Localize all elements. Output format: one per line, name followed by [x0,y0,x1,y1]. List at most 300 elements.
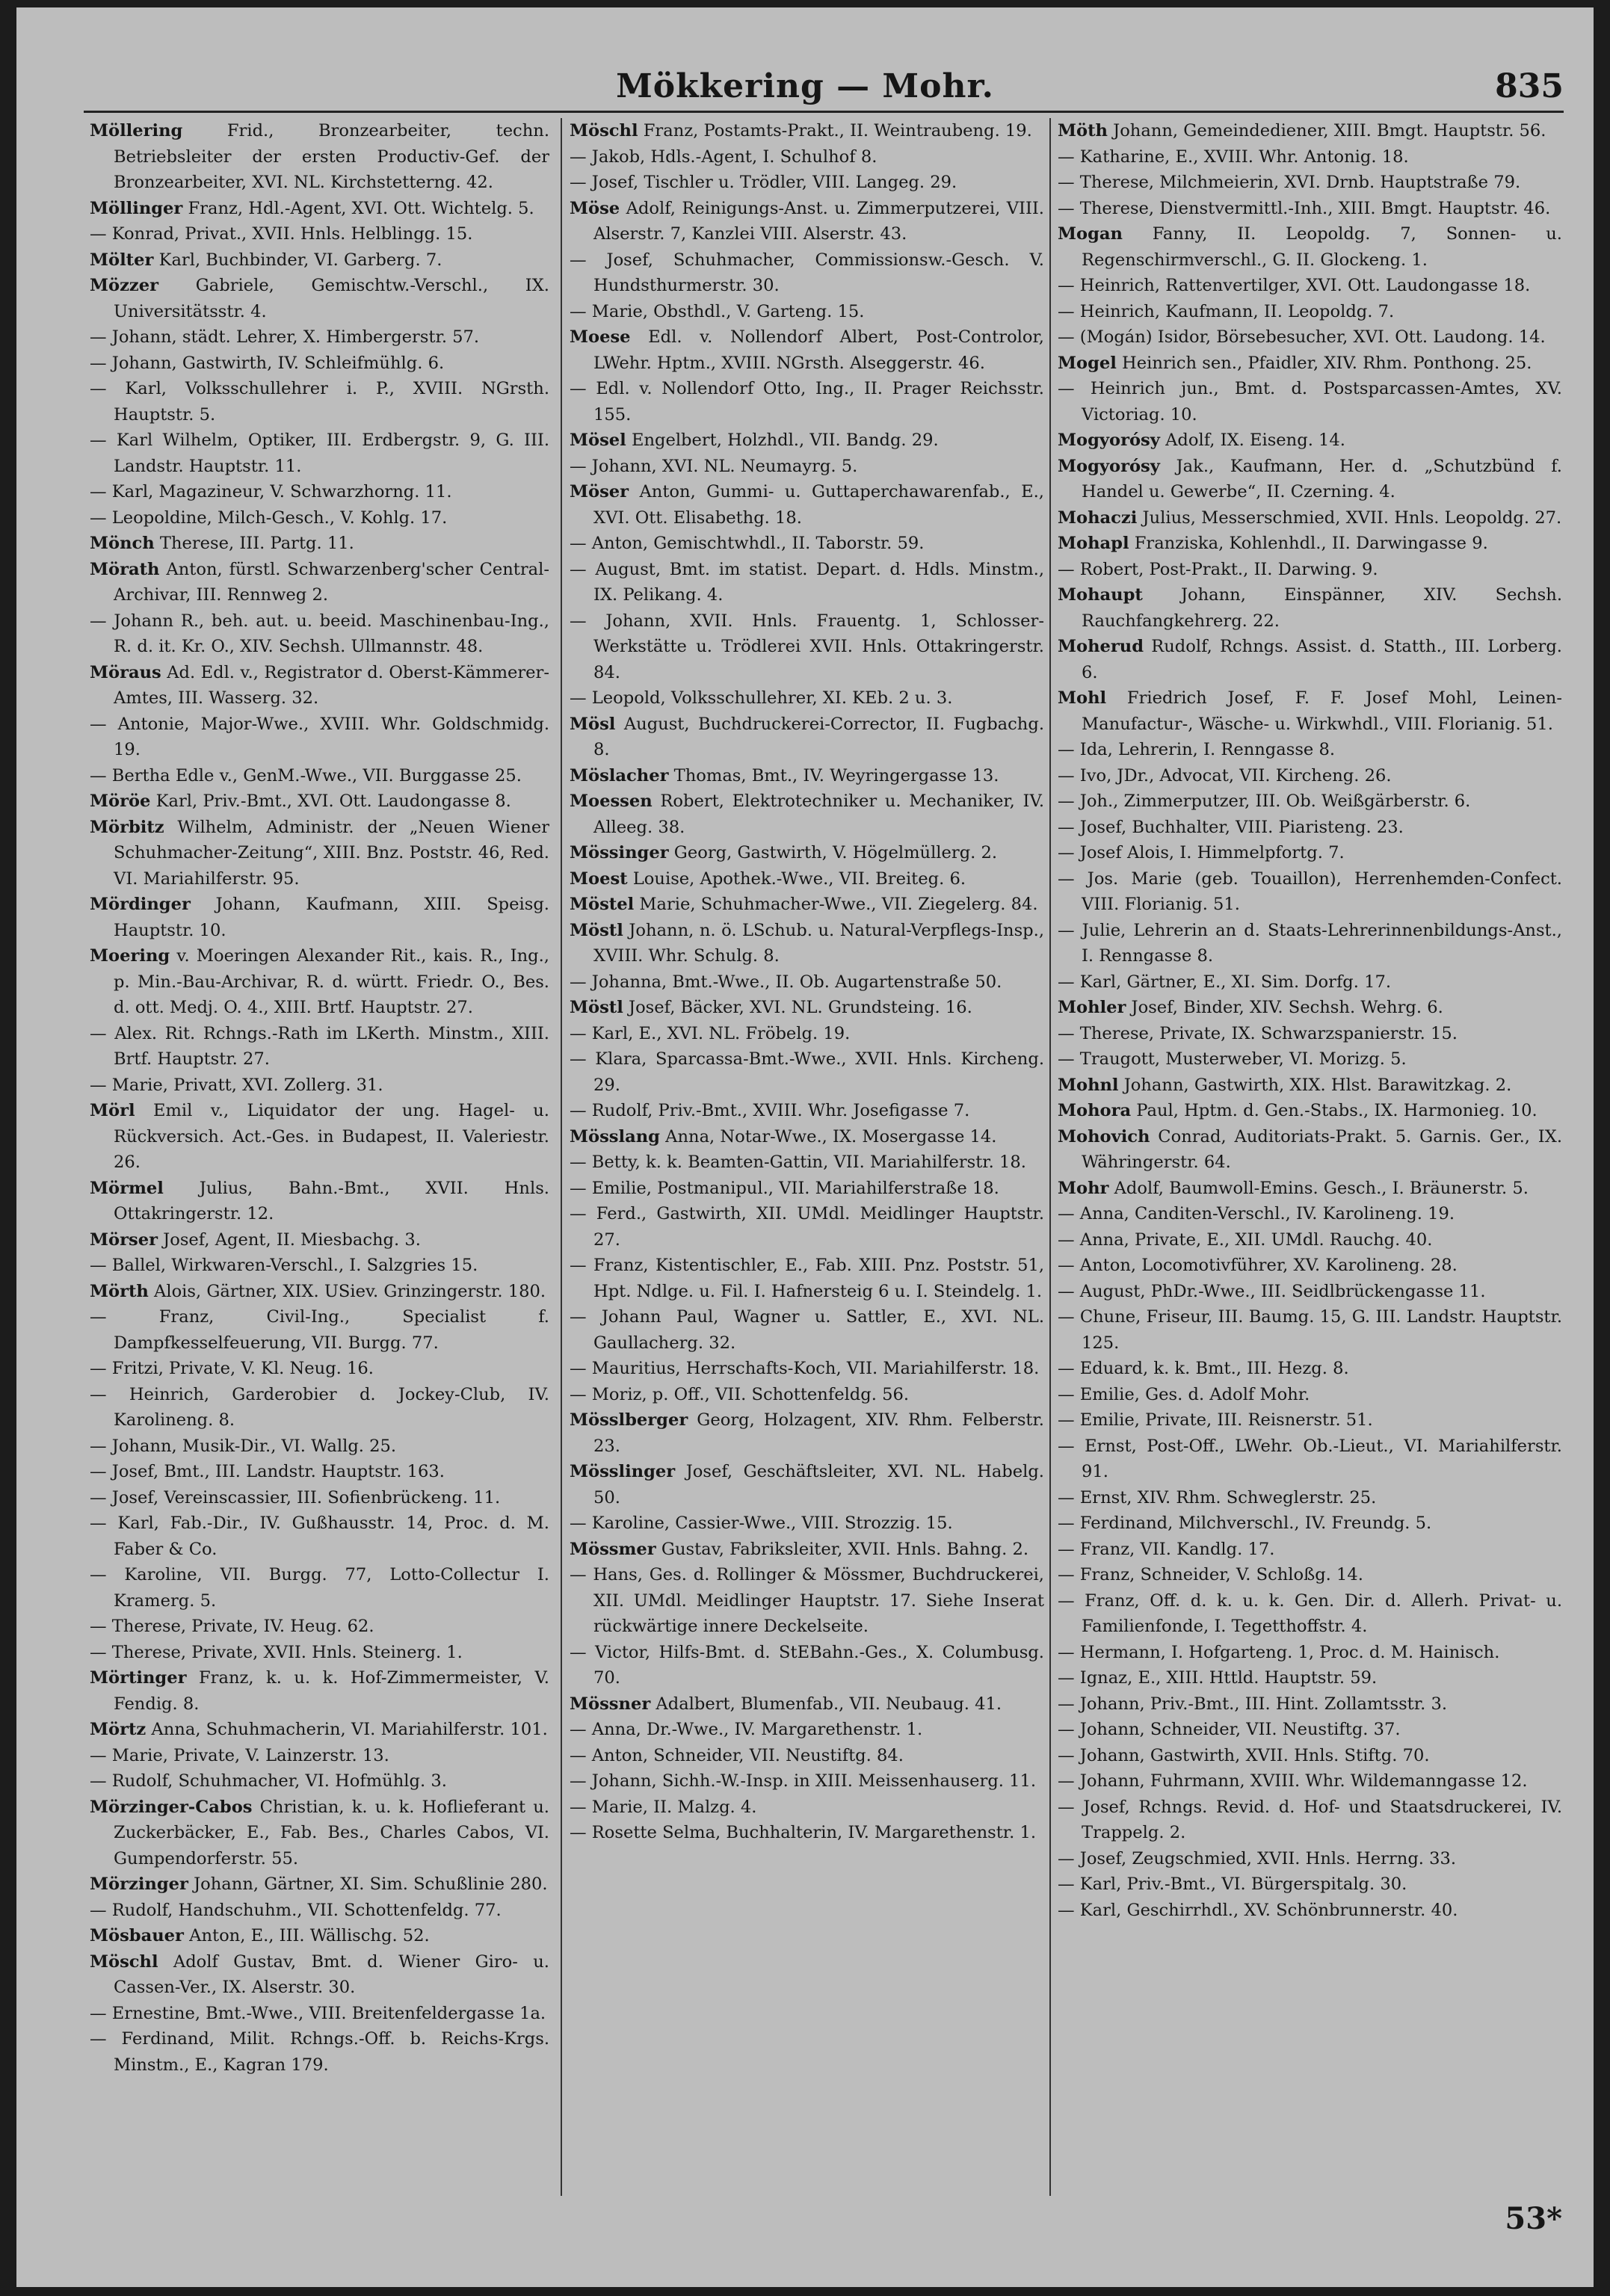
entry-surname: Möllinger [90,198,183,218]
entry-text: Edl. v. Nollendorf Albert, Post-Controlor, LWehr. Hptm., XVIII. NGrsth. Alseggerstr. 46. [593,327,1044,373]
entry-text: Thomas, Bmt., IV. Weyringergasse 13. [668,765,999,786]
directory-entry [1058,1382,1562,1408]
directory-entry [570,1820,1044,1846]
directory-entry [1058,582,1562,634]
entry-text: — Ferdinand, Milchverschl., IV. Freundg. 5. [1058,1513,1432,1533]
directory-entry [570,1537,1044,1563]
directory-entry [90,1510,549,1562]
directory-entry [90,2026,549,2078]
directory-entry [90,247,549,274]
directory-entry [1058,1691,1562,1718]
entry-text: — Marie, Privatt, XVI. Zollerg. 31. [90,1075,383,1095]
directory-entry [90,428,549,479]
entry-text: Engelbert, Holzhdl., VII. Bandg. 29. [626,430,939,450]
entry-text: — Johann, Gastwirth, XVII. Hnls. Stiftg. 70. [1058,1745,1430,1765]
directory-entry [90,1356,549,1382]
directory-entry [570,557,1044,608]
directory-entry [90,376,549,428]
entry-text: Louise, Apothek.-Wwe., VII. Breiteg. 6. [627,868,966,889]
directory-entry [1058,789,1562,815]
entry-text: — Ernestine, Bmt.-Wwe., VIII. Breitenfeldergasse 1a. [90,2003,546,2023]
entry-text: — Traugott, Musterweber, VI. Morizg. 5. [1058,1049,1407,1069]
directory-entry [1058,1356,1562,1382]
entry-text: — Karl, Priv.-Bmt., VI. Bürgerspitalg. 30. [1058,1874,1407,1894]
entry-text: Josef, Bäcker, XVI. NL. Grundsteing. 16. [623,998,972,1017]
directory-entry [90,1098,549,1176]
entry-text: — August, PhDr.-Wwe., III. Seidlbrückengasse 11. [1058,1281,1486,1301]
directory-entry [570,479,1044,531]
entry-text: Anton, fürstl. Schwarzenberg'scher Central-Archivar, III. Rennweg 2. [114,559,549,605]
entry-text: — Karl, Fab.-Dir., IV. Gußhausstr. 14, Proc. d. M. Faber & Co. [90,1513,549,1559]
directory-entry [570,763,1044,789]
directory-entry [90,557,549,608]
directory-entry [90,1021,549,1073]
entry-text: — Emilie, Ges. d. Adolf Mohr. [1058,1384,1310,1404]
entry-text: — Rudolf, Schuhmacher, VI. Hofmühlg. 3. [90,1771,447,1791]
directory-entry [1058,815,1562,841]
directory-entry [1058,685,1562,737]
entry-text: — Rudolf, Handschuhm., VII. Schottenfeldg. 77. [90,1900,502,1920]
entry-text: Johann, Gärtner, XI. Sim. Schußlinie 280. [188,1874,548,1894]
entry-text: — Katharine, E., XVIII. Whr. Antonig. 18. [1058,146,1409,167]
entry-text: — August, Bmt. im statist. Depart. d. Hdls. Minstm., IX. Pelikang. 4. [570,559,1044,605]
entry-surname: Mohora [1058,1101,1132,1120]
entry-text: — Edl. v. Nollendorf Otto, Ing., II. Prager Reichsstr. 155. [570,379,1044,425]
directory-entry [90,763,549,789]
entry-surname: Moherud [1058,637,1144,656]
directory-entry [1058,1021,1562,1047]
entry-text: Johann, Einspänner, XIV. Sechsh. Rauchfangkehrerg. 22. [1082,585,1562,631]
entry-text: — Josef, Vereinscassier, III. Sofienbrückeng. 11. [90,1487,501,1507]
entry-text: Franziska, Kohlenhdl., II. Darwingasse 9. [1129,534,1488,553]
directory-entry [1058,969,1562,996]
directory-entry [90,1459,549,1485]
entry-surname: Möllering [90,121,183,141]
entry-surname: Mohaczi [1058,507,1138,528]
directory-entry [1058,995,1562,1021]
entry-text: — Ballel, Wirkwaren-Verschl., I. Salzgries 15. [90,1256,478,1275]
directory-entry [90,1768,549,1794]
directory-entry [570,531,1044,557]
directory-entry [90,1382,549,1434]
entry-text: — Marie, Private, V. Lainzerstr. 13. [90,1745,389,1765]
directory-entry [1058,144,1562,170]
entry-surname: Mörzinger [90,1874,188,1894]
entry-text: — Johann Paul, Wagner u. Sattler, E., XVI. NL. Gaullacherg. 32. [570,1307,1044,1353]
entry-surname: Mohaupt [1058,585,1143,605]
entry-text: Jak., Kaufmann, Her. d. „Schutzbünd f. Handel u. Gewerbe“, II. Czerning. 4. [1082,456,1562,502]
entry-text: August, Buchdruckerei-Corrector, II. Fugbachg. 8. [593,714,1044,759]
directory-entry [570,918,1044,969]
entry-surname: Möschl [90,1951,158,1972]
entry-text: — Ernst, Post-Off., LWehr. Ob.-Lieut., VI. Mariahilferstr. 91. [1058,1436,1562,1481]
entry-text: — Josef, Buchhalter, VIII. Piaristeng. 23. [1058,817,1404,837]
entry-text: Emil v., Liquidator der ung. Hagel- u. Rückversich. Act.-Ges. in Budapest, II. Valeriestr. 26. [114,1101,549,1172]
entry-text: — Karl, Geschirrhdl., XV. Schönbrunnerstr. 40. [1058,1900,1458,1920]
entry-text: v. Moeringen Alexander Rit., kais. R., Ing., p. Min.-Bau-Archivar, R. d. württ. Friedr. O., Bes. d. ott. Medj. O. 4., XIII. Brtf. Hauptstr. 27. [114,946,549,1017]
directory-entry [90,351,549,377]
directory-entry [90,608,549,660]
directory-entry [1058,1562,1562,1588]
entry-text: — Joh., Zimmerputzer, III. Ob. Weißgärberstr. 6. [1058,791,1471,811]
directory-entry [1058,1485,1562,1511]
entry-text: — Johann, Musik-Dir., VI. Wallg. 25. [90,1436,397,1456]
directory-entry [1058,1098,1562,1124]
entry-text: — Jakob, Hdls.-Agent, I. Schulhof 8. [570,146,878,167]
directory-entry [570,1743,1044,1769]
directory-entry [570,1176,1044,1202]
directory-entry [1058,196,1562,222]
directory-entry [570,1021,1044,1047]
entry-text: Fanny, II. Leopoldg. 7, Sonnen- u. Regenschirmverschl., G. II. Glockeng. 1. [1082,224,1562,270]
entry-surname: Mohl [1058,688,1107,708]
directory-entry [1058,1073,1562,1099]
directory-entry [1058,1227,1562,1253]
directory-entry [1058,118,1562,144]
directory-entry [90,1794,549,1872]
directory-entry [90,2001,549,2027]
entry-text: Franz, Hdl.-Agent, XVI. Ott. Wichtelg. 5. [182,198,534,218]
entry-surname: Mohapl [1058,534,1129,553]
entry-text: — Marie, Obsthdl., V. Garteng. 15. [570,301,865,321]
directory-entry [1058,1846,1562,1872]
entry-text: — Heinrich, Rattenvertilger, XVI. Ott. Laudongasse 18. [1058,276,1531,295]
directory-entry [570,1768,1044,1794]
entry-text: — Johann, Fuhrmann, XVIII. Whr. Wildemanngasse 12. [1058,1771,1528,1791]
entry-text: — Johann, XVI. NL. Neumayrg. 5. [570,456,858,476]
directory-entry [1058,221,1562,273]
directory-entry [1058,1871,1562,1898]
entry-text: Adolf, IX. Eiseng. 14. [1159,430,1345,450]
entry-surname: Mösbauer [90,1926,184,1945]
entry-surname: Mogan [1058,224,1123,244]
entry-surname: Möth [1058,121,1108,141]
directory-entry [1058,557,1562,583]
directory-entry [570,1562,1044,1640]
entry-text: Heinrich sen., Pfaidler, XIV. Rhm. Ponthong. 25. [1116,353,1532,373]
entry-text: — Johann, Priv.-Bmt., III. Hint. Zollamtsstr. 3. [1058,1694,1448,1714]
directory-entry [90,892,549,943]
directory-entry [90,1640,549,1666]
entry-text: Therese, III. Partg. 11. [154,534,354,553]
entry-surname: Mohnl [1058,1075,1119,1095]
entry-text: — Ivo, JDr., Advocat, VII. Kircheng. 26. [1058,765,1392,786]
directory-entry [1058,1510,1562,1537]
directory-entry [1058,1176,1562,1202]
entry-text: Julius, Messerschmied, XVII. Hnls. Leopoldg. 27. [1137,507,1562,528]
entry-text: — Bertha Edle v., GenM.-Wwe., VII. Burggasse 25. [90,765,522,786]
entry-text: Adalbert, Blumenfab., VII. Neubaug. 41. [650,1694,1002,1714]
directory-entry [570,454,1044,480]
directory-entry [570,995,1044,1021]
directory-entry [90,660,549,712]
directory-entry [1058,763,1562,789]
entry-surname: Mörl [90,1101,135,1120]
entry-text: — Johann, städt. Lehrer, X. Himbergerstr. 57. [90,327,480,347]
entry-text: — Victor, Hilfs-Bmt. d. StEBahn.-Ges., X. Columbusg. 70. [570,1642,1044,1688]
entry-text: — Karl, Volksschullehrer i. P., XVIII. NGrsth. Hauptstr. 5. [90,379,549,425]
entry-text: — Josef, Tischler u. Trödler, VIII. Langeg. 29. [570,173,957,192]
entry-text: Johann, Gemeindediener, XIII. Bmgt. Hauptstr. 56. [1107,121,1546,141]
directory-entry [570,1510,1044,1537]
directory-entry [90,943,549,1021]
entry-text: Franz, k. u. k. Hof-Zimmermeister, V. Fendig. 8. [114,1668,549,1714]
directory-entry [1058,324,1562,351]
directory-entry [570,1794,1044,1821]
directory-entry [570,1356,1044,1382]
directory-page [16,7,1594,2287]
entry-text: — Ferdinand, Milit. Rchngs.-Off. b. Reichs-Krgs. Minstm., E., Kagran 179. [90,2029,549,2075]
directory-entry [570,324,1044,376]
entry-text: Johann, Gastwirth, XIX. Hlst. Barawitzkag. 2. [1118,1075,1512,1095]
entry-text: — Therese, Milchmeierin, XVI. Drnb. Hauptstraße 79. [1058,173,1521,192]
directory-entry [570,892,1044,918]
entry-text: Gustav, Fabriksleiter, XVII. Hnls. Bahng. 2. [656,1539,1029,1559]
directory-entry [570,1124,1044,1150]
entry-surname: Mözzer [90,276,159,295]
directory-entry [1058,351,1562,377]
directory-entry [90,118,549,196]
directory-entry [90,1923,549,1949]
directory-entry [1058,1768,1562,1794]
directory-entry [90,1176,549,1227]
entry-text: — Klara, Sparcassa-Bmt.-Wwe., XVII. Hnls. Kircheng. 29. [570,1049,1044,1095]
entry-text: — Therese, Dienstvermittl.-Inh., XIII. Bmgt. Hauptstr. 46. [1058,198,1551,218]
directory-entry [1058,737,1562,763]
column-divider [1049,118,1051,2196]
entry-surname: Mörth [90,1281,149,1301]
entry-text: — Karl, Magazineur, V. Schwarzhorng. 11. [90,482,452,502]
entry-text: — Moriz, p. Off., VII. Schottenfeldg. 56. [570,1384,910,1404]
entry-text: Robert, Elektrotechniker u. Mechaniker, IV. Alleeg. 38. [593,791,1044,837]
directory-entry [570,247,1044,299]
entry-surname: Mössmer [570,1539,656,1559]
entry-text: — Karoline, Cassier-Wwe., VIII. Strozzig. 15. [570,1513,953,1533]
entry-text: — (Mogán) Isidor, Börsebesucher, XVI. Ott. Laudong. 14. [1058,327,1546,347]
directory-entry [90,1871,549,1898]
entry-surname: Mösslinger [570,1462,676,1481]
directory-entry [1058,840,1562,866]
entry-text: — Therese, Private, XVII. Hnls. Steinerg. 1. [90,1642,463,1662]
entry-text: — Rosette Selma, Buchhalterin, IV. Margarethenstr. 1. [570,1823,1037,1842]
entry-text: — Franz, Civil-Ing., Specialist f. Dampfkesselfeuerung, VII. Burgg. 77. [90,1307,549,1353]
directory-entry [90,1227,549,1253]
entry-text: — Karl, Gärtner, E., XI. Sim. Dorfg. 17. [1058,972,1392,992]
entry-text: — Ignaz, E., XIII. Httld. Hauptstr. 59. [1058,1668,1378,1688]
entry-text: — Josef, Bmt., III. Landstr. Hauptstr. 163. [90,1462,445,1481]
entry-text: — Anna, Dr.-Wwe., IV. Margarethenstr. 1. [570,1720,923,1739]
entry-text: — Eduard, k. k. Bmt., III. Hezg. 8. [1058,1359,1349,1378]
entry-text: — Therese, Private, IX. Schwarzspanierstr. 15. [1058,1023,1458,1043]
entry-text: Anna, Notar-Wwe., IX. Mosergasse 14. [659,1126,997,1147]
directory-entry [1058,299,1562,325]
entry-text: Anna, Schuhmacherin, VI. Mariahilferstr. 101. [146,1720,548,1739]
entry-surname: Mössinger [570,843,669,862]
entry-text: — Robert, Post-Prakt., II. Darwing. 9. [1058,559,1378,579]
directory-entry [1058,1201,1562,1227]
directory-entry [1058,1434,1562,1485]
directory-entry [570,1046,1044,1098]
entry-text: — Heinrich, Garderobier d. Jockey-Club, IV. Karolineng. 8. [90,1384,549,1430]
directory-entry [1058,170,1562,196]
entry-surname: Mogyorósy [1058,430,1160,450]
sheet-signature: 53* [1505,2201,1562,2236]
directory-entry [1058,1665,1562,1691]
entry-text: — Anton, Gemischtwhdl., II. Taborstr. 59. [570,534,925,553]
entry-surname: Moese [570,327,631,347]
column-middle [570,118,1044,2196]
directory-entry [1058,1640,1562,1666]
entry-text: — Anna, Private, E., XII. UMdl. Rauchg. 40. [1058,1229,1433,1250]
directory-entry [570,1691,1044,1718]
entry-surname: Möser [570,482,629,502]
entry-text: — Josef, Schuhmacher, Commissionsw.-Gesch. V. Hundsthurmerstr. 30. [570,250,1044,295]
column-right [1058,118,1562,2196]
entry-text: — Konrad, Privat., XVII. Hnls. Helblingg. 15. [90,224,473,244]
directory-entry [90,1253,549,1279]
directory-entry [1058,1743,1562,1769]
directory-entry [570,1717,1044,1743]
entry-text: — Johann R., beh. aut. u. beeid. Maschinenbau-Ing., R. d. it. Kr. O., XIV. Sechsh. Ullmannstr. 48. [90,611,549,656]
directory-entry [90,1304,549,1356]
running-title: Mökkering — Mohr. [616,67,994,105]
directory-entry [1058,918,1562,969]
directory-entry [570,1640,1044,1691]
directory-entry [570,1382,1044,1408]
entry-text: Georg, Gastwirth, V. Högelmüllerg. 2. [668,843,998,862]
entry-surname: Möslacher [570,765,669,786]
entry-surname: Mohovich [1058,1126,1150,1147]
directory-entry [570,789,1044,840]
directory-entry [1058,1046,1562,1073]
entry-text: — Heinrich, Kaufmann, II. Leopoldg. 7. [1058,301,1395,321]
entry-text: — Karl, E., XVI. NL. Fröbelg. 19. [570,1023,851,1043]
entry-text: Franz, Postamts-Prakt., II. Weintraubeng. 19. [638,121,1032,141]
entry-text: Anton, E., III. Wällischg. 52. [183,1926,430,1945]
entry-text: — Anton, Locomotivführer, XV. Karolineng. 28. [1058,1256,1458,1275]
directory-entry [90,1743,549,1769]
entry-surname: Mörser [90,1229,158,1250]
entry-surname: Möse [570,198,620,218]
entry-text: Karl, Buchbinder, VI. Garberg. 7. [153,250,442,270]
directory-entry [90,1279,549,1305]
entry-surname: Moering [90,946,170,966]
entry-text: — Josef, Rchngs. Revid. d. Hof- und Staatsdruckerei, IV. Trappelg. 2. [1058,1797,1562,1842]
directory-entry [570,1098,1044,1124]
entry-text: — Rudolf, Priv.-Bmt., XVIII. Whr. Josefigasse 7. [570,1101,970,1120]
entry-text: Gabriele, Gemischtw.-Verschl., IX. Universitätsstr. 4. [114,276,549,321]
page-number: 835 [1495,67,1564,105]
entry-text: — Fritzi, Private, V. Kl. Neug. 16. [90,1359,374,1378]
entry-text: — Ida, Lehrerin, I. Renngasse 8. [1058,740,1336,759]
entry-text: Josef, Agent, II. Miesbachg. 3. [157,1229,421,1250]
directory-entry [90,789,549,815]
directory-entry [90,1614,549,1640]
directory-entry [570,196,1044,247]
directory-entry [1058,1279,1562,1305]
directory-entry [1058,1407,1562,1434]
entry-surname: Möstel [570,895,635,914]
entry-text: Adolf, Baumwoll-Emins. Gesch., I. Bräunerstr. 5. [1108,1178,1529,1198]
directory-entry [1058,1304,1562,1356]
entry-surname: Mösslang [570,1126,660,1147]
entry-text: Josef, Geschäftsleiter, XVI. NL. Habelg. 50. [593,1462,1044,1507]
directory-entry [570,144,1044,170]
entry-text: — Johanna, Bmt.-Wwe., II. Ob. Augartenstraße 50. [570,972,1002,992]
entry-surname: Mörtinger [90,1668,187,1688]
entry-text: Christian, k. u. k. Hoflieferant u. Zuckerbäcker, E., Fab. Bes., Charles Cabos, VI. Gumpendorferstr. 55. [114,1797,549,1868]
entry-text: Frid., Bronzearbeiter, techn. Betriebsleiter der ersten Productiv-Gef. der Bronzearbeiter, XVI. NL. Kirchstetterng. 42. [114,121,549,192]
entry-text: — Johann, Gastwirth, IV. Schleifmühlg. 6. [90,353,445,373]
entry-text: — Franz, VII. Kandlg. 17. [1058,1539,1275,1559]
entry-surname: Moest [570,868,628,889]
entry-text: — Franz, Kistentischler, E., Fab. XIII. Pnz. Poststr. 51, Hpt. Ndlge. u. Fil. I. Hafnersteig 6 u. I. Steindelg. 1. [570,1256,1044,1301]
directory-entry [90,1717,549,1743]
entry-text: — Josef Alois, I. Himmelpfortg. 7. [1058,843,1345,862]
entry-text: Rudolf, Rchngs. Assist. d. Statth., III. Lorberg. 6. [1082,637,1562,682]
entry-text: — Therese, Private, IV. Heug. 62. [90,1617,374,1636]
entry-text: Conrad, Auditoriats-Prakt. 5. Garnis. Ger., IX. Währingerstr. 64. [1082,1126,1562,1172]
directory-entry [90,1073,549,1099]
directory-entry [90,1949,549,2001]
directory-entry [1058,454,1562,505]
entry-text: — Emilie, Private, III. Reisnerstr. 51. [1058,1410,1373,1430]
entry-text: — Johann, Schneider, VII. Neustiftg. 37. [1058,1720,1401,1739]
directory-entry [90,815,549,892]
entry-surname: Mörmel [90,1178,164,1198]
entry-text: Friedrich Josef, F. F. Josef Mohl, Leinen-Manufactur-, Wäsche- u. Wirkwhdl., VIII. Florianig. 51. [1082,688,1562,734]
directory-entry [570,428,1044,454]
directory-entry [570,1253,1044,1304]
entry-text: — Emilie, Postmanipul., VII. Mariahilferstraße 18. [570,1178,999,1198]
entry-text: — Karl Wilhelm, Optiker, III. Erdbergstr. 9, G. III. Landstr. Hauptstr. 11. [90,430,549,476]
directory-entry [90,505,549,531]
directory-entry [570,1304,1044,1356]
entry-text: — Anna, Canditen-Verschl., IV. Karolineng. 19. [1058,1204,1455,1223]
directory-entry [570,840,1044,866]
entry-surname: Mogel [1058,353,1117,373]
column-left [90,118,549,2196]
directory-entry [90,1434,549,1460]
entry-text: — Mauritius, Herrschafts-Koch, VII. Mariahilferstr. 18. [570,1359,1040,1378]
entry-text: Paul, Hptm. d. Gen.-Stabs., IX. Harmonieg. 10. [1131,1101,1537,1120]
entry-surname: Mohr [1058,1178,1109,1198]
directory-entry [1058,505,1562,531]
entry-surname: Möraus [90,662,161,682]
entry-surname: Möschl [570,121,638,141]
directory-entry [1058,1253,1562,1279]
directory-entry [1058,1898,1562,1924]
entry-text: — Alex. Rit. Rchngs.-Rath im LKerth. Minstm., XIII. Brtf. Hauptstr. 27. [90,1023,549,1069]
entry-surname: Mohler [1058,998,1126,1017]
entry-text: Adolf, Reinigungs-Anst. u. Zimmerputzerei, VIII. Alserstr. 7, Kanzlei VIII. Alserstr. 43. [593,198,1044,244]
directory-entry [1058,1717,1562,1743]
directory-entry [90,1485,549,1511]
directory-entry [1058,1588,1562,1640]
directory-entry [570,969,1044,996]
directory-entry [570,1459,1044,1510]
directory-entry [570,376,1044,428]
directory-entry [570,299,1044,325]
entry-surname: Möstl [570,998,623,1017]
entry-text: — Heinrich jun., Bmt. d. Postsparcassen-Amtes, XV. Victoriag. 10. [1058,379,1562,425]
entry-text: — Jos. Marie (geb. Touaillon), Herrenhemden-Confect. VIII. Florianig. 51. [1058,868,1562,914]
entry-text: — Julie, Lehrerin an d. Staats-Lehrerinnenbildungs-Anst., I. Renngasse 8. [1058,920,1562,966]
directory-entry [1058,1794,1562,1846]
directory-entry [1058,634,1562,685]
directory-entry [90,1665,549,1717]
directory-entry [570,608,1044,686]
